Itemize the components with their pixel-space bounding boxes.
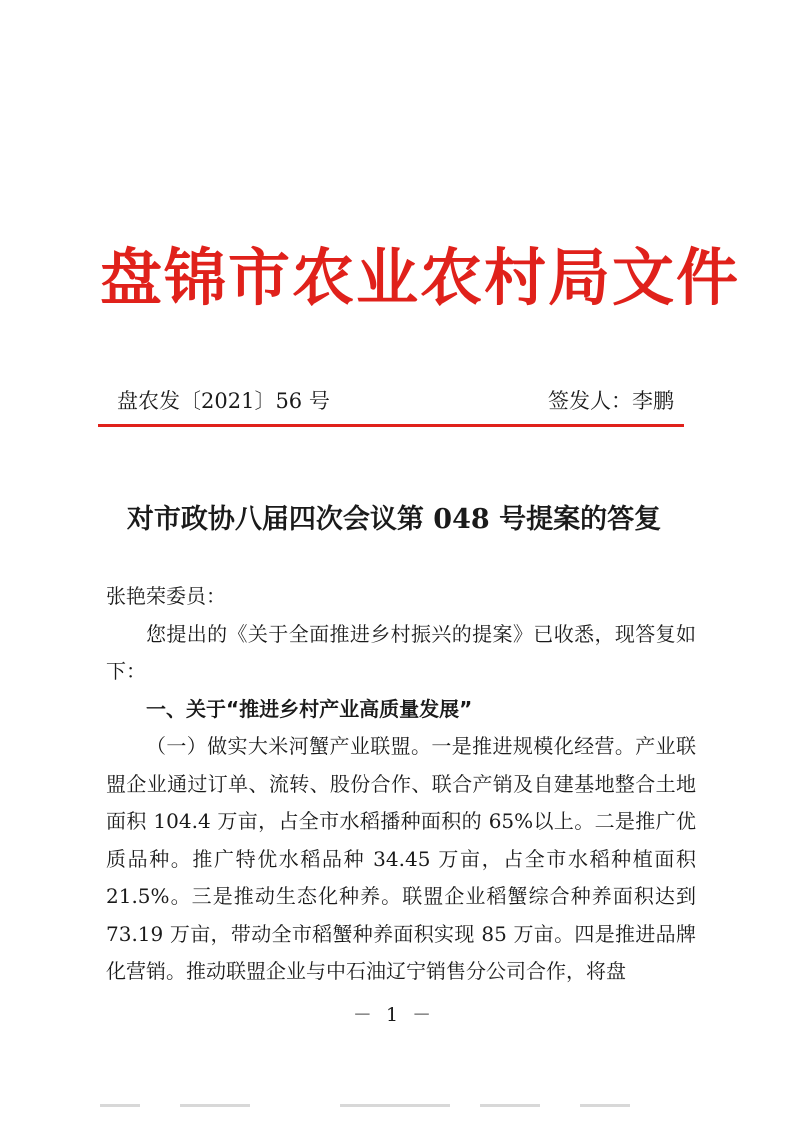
- document-title: 对市政协八届四次会议第 048 号提案的答复: [126, 504, 662, 535]
- issuer-red-header: 盘锦市农业农村局文件: [100, 241, 741, 314]
- salutation: 张艳荣委员：: [106, 584, 226, 608]
- document-number: 盘农发〔2021〕56 号: [117, 389, 330, 413]
- section-heading: 一、关于“推进乡村产业高质量发展”: [146, 696, 473, 721]
- page-number: － 1 －: [352, 1004, 436, 1026]
- red-divider-line: [98, 424, 684, 427]
- scan-artifact-marks: [100, 1104, 700, 1110]
- document-body: [106, 578, 696, 991]
- body-paragraph: （一）做实大米河蟹产业联盟。一是推进规模化经营。产业联盟企业通过订单、流转、股份合作、联合产销及自建基地整合土地面积 104.4 万亩，占全市水稻播种面积的 65%以上。二是推广优质品种。推广特优水稻品种 34.45 万亩，占全市水稻种植面积 21.5%。三是推动生态化种养。联盟企业稻蟹综合种养面积达到 73.19 万亩，带动全市稻蟹种养面积实现 85 万亩。四是推进品牌化营销。推动联盟企业与中石油辽宁销售分公司合作，将盘: [106, 734, 696, 983]
- intro-paragraph: 您提出的《关于全面推进乡村振兴的提案》已收悉，现答复如下：: [106, 621, 696, 683]
- signer-label: 签发人：李鹏: [548, 389, 674, 413]
